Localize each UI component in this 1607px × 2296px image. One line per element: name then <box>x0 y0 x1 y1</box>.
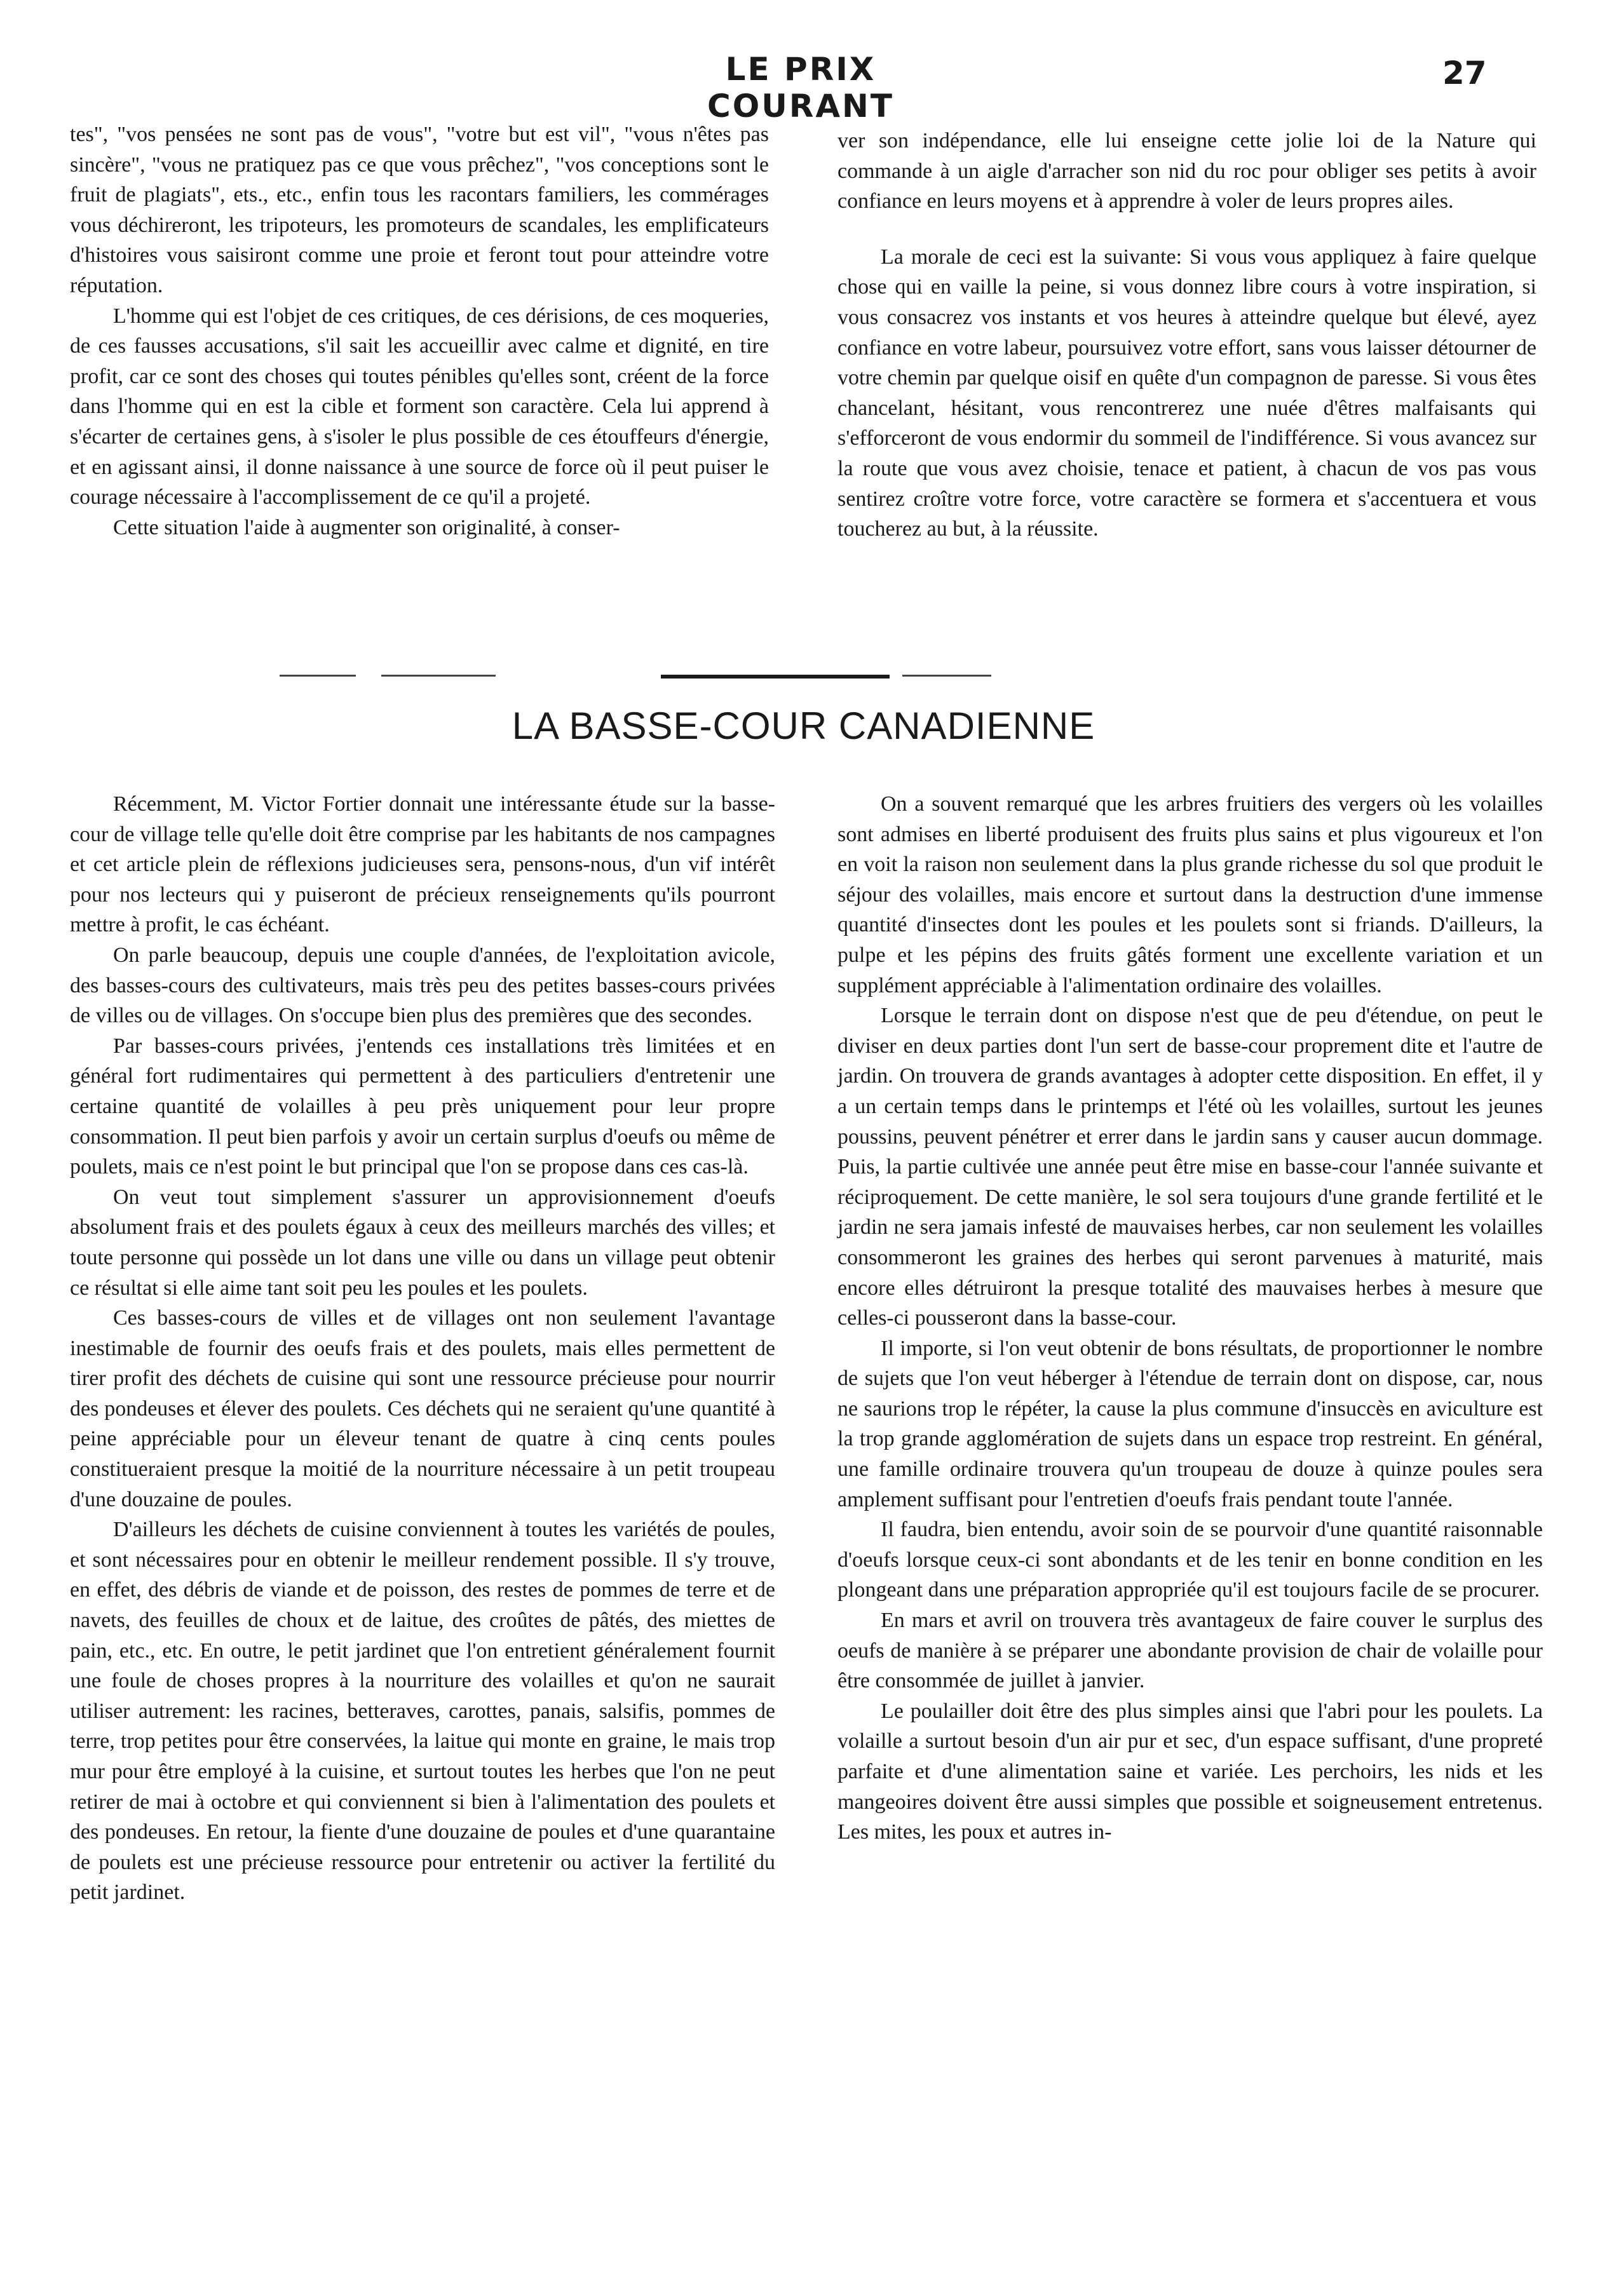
paragraph: Ces basses-cours de villes et de villages ont non seulement l'avantage inestimable de fournir des oeufs frais et des poulets, mais elles permettent de tirer profit des déchets de cuisine qui sont une ressource précieuse pour nourrir des pondeuses et élever des poulets. Ces déchets qui ne seraient qu'une quantité à peine appréciable pour un éleveur tenant de quatre à cinq cents poules constitueraient presque la moitié de la nourriture nécessaire à un petit troupeau d'une douzaine de poules. <box>70 1306 775 1511</box>
page-header <box>0 51 1607 125</box>
paragraph: On a souvent remarqué que les arbres fruitiers des vergers où les volailles sont admises en liberté produisent des fruits plus sains et plus vigoureux et l'on en voit la raison non seulement dans la plus grande richesse du sol que produit le séjour des volailles, mais encore et surtout dans la destruction d'une immense quantité d'insectes dont les poules et les poulets sont si friands. D'ailleurs, la pulpe et les pépins des fruits gâtés forment une excellente variation et un supplément appréciable à l'alimentation ordinaire des volailles. <box>837 792 1543 997</box>
paragraph: Récemment, M. Victor Fortier donnait une intéressante étude sur la basse-cour de village telle qu'elle doit être comprise par les habitants de nos campagnes et cet article plein de réflexions judicieuses sera, pensons-nous, d'un vif intérêt pour nos lecteurs qui y puiseront de précieux renseignements qu'ils pourront mettre à profit, le cas échéant. <box>70 792 775 937</box>
paragraph: Il faudra, bien entendu, avoir soin de se pourvoir d'une quantité raisonnable d'oeufs lorsque ceux-ci sont abondants et de les tenir en bonne condition en les plongeant dans une préparation appropriée qu'il est toujours facile de se procurer. <box>837 1518 1543 1602</box>
paragraph: tes", "vos pensées ne sont pas de vous", "votre but est vil", "vous n'êtes pas sincère", "vous ne pratiquez pas ce que vous prêchez", "vos conceptions sont le fruit de plagiats", ets., etc., enfin tous les racontars familiers, les commérages vous déchireront, les tripoteurs, les promoteurs de scandales, les emplificateurs d'histoires vous saisiront comme une proie et feront tout pour atteindre votre réputation. <box>70 123 769 297</box>
paragraph: Par basses-cours privées, j'entends ces installations très limitées et en général fort rudimentaires qui permettent à des particuliers d'entretenir une certaine quantité de volailles à peu près uniquement pour leur propre consommation. Il peut bien parfois y avoir un certain surplus d'oeufs ou même de poulets, mais ce n'est point le but principal que l'on se propose dans ces cas-là. <box>70 1034 775 1179</box>
paragraph: La morale de ceci est la suivante: Si vous vous appliquez à faire quelque chose qui en vaille la peine, si vous donnez libre cours à votre inspiration, si vous consacrez vos instants et vos heures à atteindre quelque but élevé, ayez confiance en votre labeur, poursuivez votre effort, sans vous laisser détourner de votre chemin par quelque oisif en quête d'un compagnon de paresse. Si vous êtes chancelant, hésitant, vous rencontrerez une nuée d'êtres malfaisants qui s'efforceront de vous endormir du sommeil de l'indifférence. Si vous avancez sur la route que vous avez choisie, tenace et patient, à chacun de vos pas vous sentirez croître votre force, votre caractère se formera et s'accentuera et vous toucherez au but, à la réussite. <box>837 245 1536 541</box>
paragraph: Cette situation l'aide à augmenter son originalité, à conser- <box>113 515 620 539</box>
top-article-right-column <box>837 126 1536 544</box>
page-number: 27 <box>1442 55 1487 91</box>
main-article-right-column <box>837 789 1543 1847</box>
paragraph: Le poulailler doit être des plus simples ainsi que l'abri pour les poulets. La volaille a surtout besoin d'un air pur et sec, d'un espace suffisant, d'une propreté parfaite et d'une alimentation saine et variée. Les perchoirs, les nids et les mangeoires doivent être aussi simples que possible et soigneusement entretenus. Les mites, les poux et autres in- <box>837 1699 1543 1844</box>
paragraph: En mars et avril on trouvera très avantageux de faire couver le surplus des oeufs de manière à se préparer une abondante provision de chair de volaille pour être consommée de juillet à janvier. <box>837 1609 1543 1693</box>
top-article-left-column <box>70 119 769 543</box>
divider-line <box>280 675 356 677</box>
paragraph: On parle beaucoup, depuis une couple d'années, de l'exploitation avicole, des basses-cours des cultivateurs, mais très peu des petites basses-cours privées de villes ou de villages. On s'occupe bien plus des premières que des secondes. <box>70 943 775 1028</box>
paragraph: Lorsque le terrain dont on dispose n'est que de peu d'étendue, on peut le diviser en deux parties dont l'un sert de basse-cour proprement dite et l'autre de jardin. On trouvera de grands avantages à adopter cette disposition. En effet, il y a un certain temps dans le printemps et l'été où les volailles, surtout les jeunes poussins, peuvent pénétrer et errer dans le jardin sans y causer aucun dommage. Puis, la partie cultivée une année peut être mise en basse-cour l'année suivante et réciproquement. De cette manière, le sol sera toujours d'une grande fertilité et le jardin ne sera jamais infesté de mauvaises herbes, car non seulement les volailles consommeront les graines des herbes qui seront parvenues à maturité, mais encore elles détruiront la presque totalité des mauvaises herbes à mesure que celles-ci pousseront dans la basse-cour. <box>837 1004 1543 1330</box>
paragraph: ver son indépendance, elle lui enseigne cette jolie loi de la Nature qui commande à un aigle d'arracher son nid du roc pour obliger ses petits à avoir confiance en leurs moyens et à apprendre à voler de leurs propres ailes. <box>837 129 1536 213</box>
paragraph: On veut tout simplement s'assurer un approvisionnement d'oeufs absolument frais et des poulets égaux à ceux des meilleurs marchés des villes; et toute personne qui possède un lot dans une ville ou dans un village peut obtenir ce résultat si elle aime tant soit peu les poules et les poulets. <box>70 1185 775 1300</box>
section-divider <box>661 675 890 679</box>
divider-line <box>902 675 991 677</box>
paragraph: Il importe, si l'on veut obtenir de bons résultats, de proportionner le nombre de sujets que l'on veut héberger à l'étendue de terrain dont on dispose, car, nous ne saurions trop le répéter, la cause la plus commune d'insuccès en aviculture est la trop grande agglomération de sujets dans un espace trop restreint. En général, une famille ordinaire trouvera qu'un troupeau de douze à quinze poules sera amplement suffisant pour l'entretien d'oeufs frais pendant toute l'année. <box>837 1336 1543 1511</box>
journal-title: LE PRIX COURANT <box>707 51 894 125</box>
divider-line <box>381 675 496 677</box>
paragraph: L'homme qui est l'objet de ces critiques, de ces dérisions, de ces moqueries, de ces fausses accusations, s'il sait les accueillir avec calme et dignité, en tire profit, car ce sont des choses qui toutes pénibles qu'elles sont, créent de la force dans l'homme qui en est la cible et forment son caractère. Cela lui apprend à s'écarter de certaines gens, à s'isoler le plus possible de ces étouffeurs d'énergie, et en agissant ainsi, il donne naissance à une source de force où il peut puiser le courage nécessaire à l'accomplissement de ce qu'il a projeté. <box>70 304 769 510</box>
section-title: LA BASSE-COUR CANADIENNE <box>512 705 1095 747</box>
paragraph: D'ailleurs les déchets de cuisine conviennent à toutes les variétés de poules, et sont nécessaires pour en obtenir le meilleur rendement possible. Il s'y trouve, en effet, des débris de viande et de poisson, des restes de pommes de terre et de navets, des feuilles de choux et de laitue, des croûtes de pâtés, des miettes de pain, etc., etc. En outre, le petit jardinet que l'on entretient généralement fournit une foule de choses propres à la nourriture des volailles et qu'on ne saurait utiliser autrement: les racines, betteraves, carottes, panais, salsifis, pommes de terre, trop petites pour être conservées, la laitue qui monte en graine, le mais trop mur pour être employé à la cuisine, et surtout toutes les herbes que l'on ne peut retirer de mai à octobre et qui conviennent si bien à l'alimentation des poulets et des pondeuses. En retour, la fiente d'une douzaine de poules et d'une quarantaine de poulets est une précieuse ressource pour entretenir ou activer la fertilité du petit jardinet. <box>70 1518 775 1905</box>
main-article-left-column <box>70 789 775 1908</box>
